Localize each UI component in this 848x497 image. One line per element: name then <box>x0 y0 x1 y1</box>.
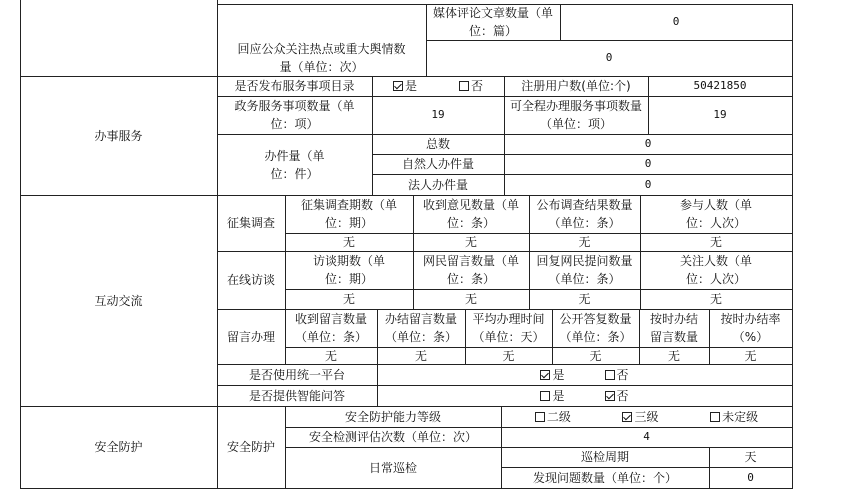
grid-line <box>217 309 793 310</box>
person-cases-value: 0 <box>644 157 652 170</box>
zhengji-value-3: 无 <box>709 235 722 249</box>
liuyan-value-4: 无 <box>667 348 680 363</box>
zhengji-head-3: 参与人数（单位：人次） <box>679 198 752 230</box>
qa-no-option[interactable] <box>605 387 629 405</box>
grid-line <box>501 467 793 468</box>
grid-line <box>217 251 793 252</box>
media-comment-label: 媒体评论文章数量（单位：篇） <box>432 6 553 38</box>
media-comment-value: 0 <box>672 15 680 28</box>
no-text: 否 <box>616 388 629 403</box>
level-options <box>501 406 792 427</box>
fangtan-label: 在线访谈 <box>226 273 275 287</box>
grid-line <box>217 4 793 5</box>
service-items-label: 政务服务事项数量（单位：项） <box>234 99 355 131</box>
qa-yes-option[interactable] <box>540 387 564 405</box>
checked-box-icon <box>393 81 403 91</box>
legal-cases-label: 法人办件量 <box>407 177 468 192</box>
section-banshi: 办事服务 <box>94 128 143 143</box>
grid-line <box>377 309 378 406</box>
grid-line <box>217 134 793 135</box>
yes-text: 是 <box>552 388 565 403</box>
hotspot-response-value: 0 <box>605 51 613 64</box>
total-cases-value: 0 <box>644 137 652 150</box>
eval-label: 安全检测评估次数（单位：次） <box>308 430 477 444</box>
grid-line <box>372 154 793 155</box>
grid-line <box>285 233 793 234</box>
zhengji-head-0: 征集调查期数（单位：期） <box>300 198 397 230</box>
zhengji-value-0: 无 <box>342 235 355 249</box>
liuyan-value-1: 无 <box>414 348 427 363</box>
total-cases-label: 总数 <box>425 137 450 151</box>
anquan-sub-label: 安全防护 <box>226 440 275 454</box>
fangtan-head-0: 访谈期数（单位：期） <box>312 254 385 286</box>
fangtan-head-2: 回复网民提问数量（单位：条） <box>536 254 633 286</box>
empty-box-icon <box>540 391 550 401</box>
grid-line <box>285 406 286 489</box>
zhengji-value-1: 无 <box>464 235 477 249</box>
grid-line <box>217 0 218 489</box>
qa-options <box>377 385 792 406</box>
grid-line <box>20 195 793 196</box>
grid-line <box>217 96 793 97</box>
issues-label: 发现问题数量（单位：个） <box>532 470 677 485</box>
grid-line <box>372 76 373 195</box>
level-option-3[interactable] <box>622 408 658 426</box>
fangtan-head-1: 网民留言数量（单位：条） <box>422 254 519 286</box>
fangtan-value-3: 无 <box>709 292 722 306</box>
cycle-label: 巡检周期 <box>580 450 629 464</box>
level-label: 安全防护能力等级 <box>344 409 441 424</box>
liuyan-value-0: 无 <box>324 348 337 363</box>
grid-line <box>20 0 21 489</box>
grid-line <box>285 195 286 364</box>
reg-users-label: 注册用户数(单位:个) <box>521 79 631 93</box>
grid-line <box>639 309 640 364</box>
empty-box-icon <box>710 412 720 422</box>
grid-line <box>504 76 505 195</box>
grid-line <box>372 174 793 175</box>
person-cases-label: 自然人办件量 <box>401 157 474 171</box>
grid-line <box>560 4 561 40</box>
grid-line <box>20 406 793 407</box>
qa-label: 是否提供智能问答 <box>248 388 345 403</box>
platform-no-option[interactable] <box>605 366 629 384</box>
section-anquan: 安全防护 <box>94 440 143 454</box>
liuyan-head-0: 收到留言数量（单位：条） <box>294 312 367 344</box>
grid-line <box>413 195 414 309</box>
yes-text: 是 <box>552 367 565 382</box>
zhengji-value-2: 无 <box>578 235 591 249</box>
grid-line <box>20 76 793 77</box>
yes-text: 是 <box>404 79 417 93</box>
empty-box-icon <box>459 81 469 91</box>
platform-yes-option[interactable] <box>540 366 564 384</box>
zhengji-label: 征集调查 <box>226 216 275 230</box>
liuyan-label: 留言办理 <box>226 329 275 344</box>
reg-users-value: 50421850 <box>693 79 747 92</box>
no-text: 否 <box>616 367 629 382</box>
liuyan-value-2: 无 <box>502 348 515 363</box>
grid-line <box>217 364 793 365</box>
fangtan-value-0: 无 <box>342 292 355 306</box>
hotspot-response-label: 回应公众关注热点或重大舆情数量（单位：次） <box>237 42 406 74</box>
full-process-label: 可全程办理服务事项数量（单位：项） <box>510 99 643 131</box>
empty-box-icon <box>535 412 545 422</box>
grid-line <box>285 347 793 348</box>
liuyan-head-1: 办结留言数量（单位：条） <box>384 312 457 344</box>
checked-box-icon <box>605 391 615 401</box>
legal-cases-value: 0 <box>644 177 652 191</box>
liuyan-value-3: 无 <box>589 348 602 363</box>
grid-line <box>709 447 710 489</box>
cycle-value: 天 <box>744 450 757 464</box>
catalog-options <box>372 76 504 96</box>
eval-value: 4 <box>643 430 650 443</box>
full-process-value: 19 <box>713 108 727 121</box>
grid-line <box>792 4 793 489</box>
platform-label: 是否使用统一平台 <box>248 367 345 382</box>
grid-line <box>426 40 793 41</box>
grid-line <box>285 289 793 290</box>
grid-line <box>709 309 710 364</box>
catalog-yes-option[interactable] <box>393 77 417 95</box>
grid-line <box>648 76 649 134</box>
liuyan-head-4: 按时办结留言数量 <box>649 312 698 344</box>
no-text: 否 <box>470 79 483 93</box>
level-text-1: 三级 <box>634 409 659 424</box>
level-option-none[interactable] <box>710 408 758 426</box>
grid-line <box>640 195 641 309</box>
grid-line <box>217 385 793 386</box>
level-option-2[interactable] <box>535 408 571 426</box>
zhengji-head-2: 公布调查结果数量（单位：条） <box>536 198 633 230</box>
grid-line <box>285 447 793 448</box>
grid-line <box>529 195 530 309</box>
grid-line <box>20 488 793 489</box>
liuyan-head-2: 平均办理时间（单位：天） <box>472 312 545 344</box>
issues-value: 0 <box>747 470 754 484</box>
grid-line <box>501 406 502 489</box>
liuyan-value-5: 无 <box>744 348 757 363</box>
catalog-no-option[interactable] <box>459 77 483 95</box>
checked-box-icon <box>540 370 550 380</box>
fangtan-value-1: 无 <box>464 292 477 306</box>
level-text-2: 未定级 <box>722 409 759 424</box>
fangtan-head-3: 关注人数（单位：人次） <box>679 254 752 286</box>
liuyan-head-3: 公开答复数量（单位：条） <box>559 312 632 344</box>
checked-box-icon <box>622 412 632 422</box>
grid-line <box>552 309 553 364</box>
level-text-0: 二级 <box>546 409 571 424</box>
empty-box-icon <box>605 370 615 380</box>
grid-line <box>465 309 466 364</box>
liuyan-head-5: 按时办结率（%） <box>720 312 781 344</box>
cases-label: 办件量（单位：件） <box>264 148 325 181</box>
platform-options <box>377 364 792 385</box>
grid-line <box>285 427 793 428</box>
section-hudong: 互动交流 <box>94 293 143 308</box>
zhengji-head-1: 收到意见数量（单位：条） <box>422 198 519 230</box>
fangtan-value-2: 无 <box>578 292 591 306</box>
patrol-label: 日常巡检 <box>368 460 417 475</box>
catalog-label: 是否发布服务事项目录 <box>234 79 355 93</box>
grid-line <box>426 4 427 76</box>
service-items-value: 19 <box>431 108 445 121</box>
